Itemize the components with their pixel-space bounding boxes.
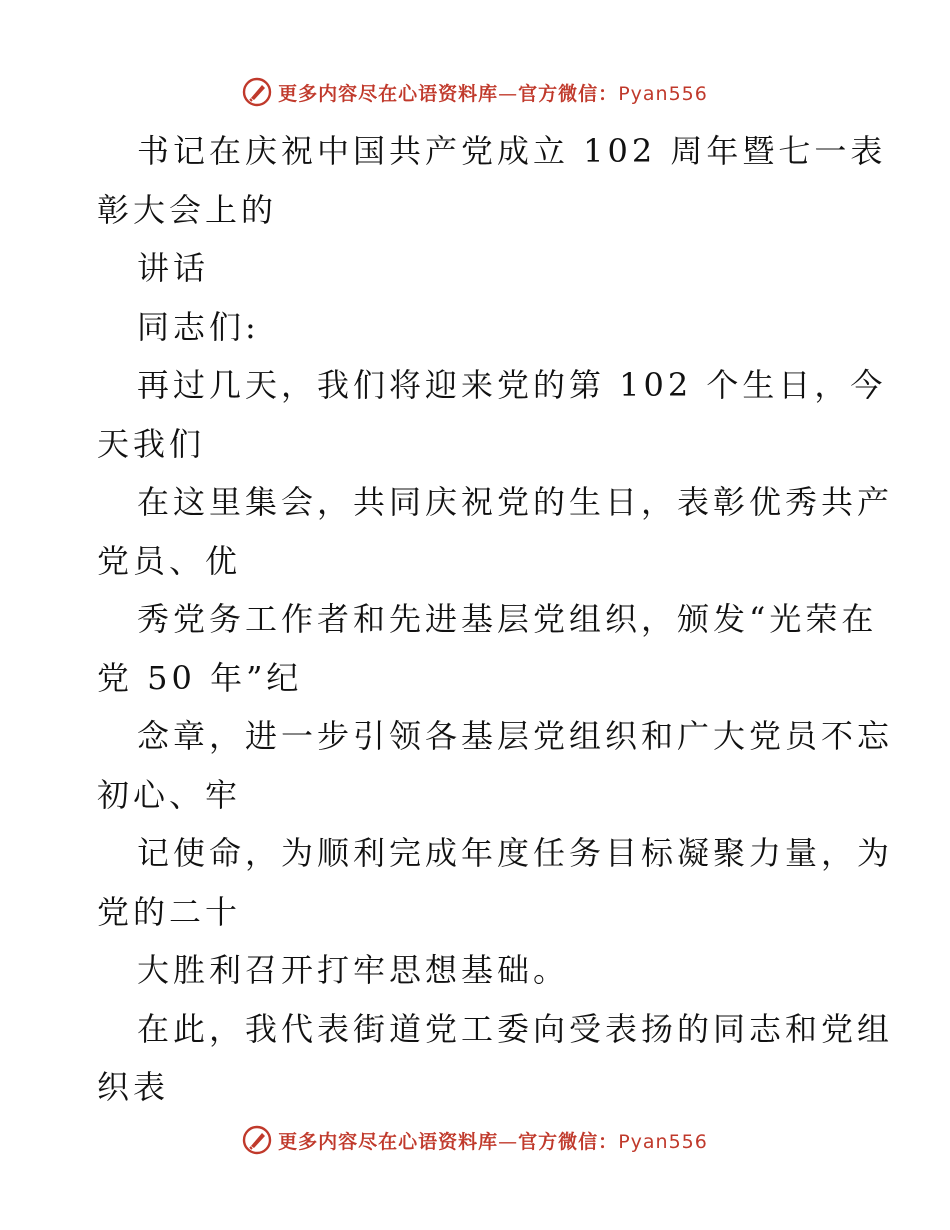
watermark-wechat-id: Pyan556 — [618, 82, 708, 105]
document-body — [97, 122, 894, 1117]
text-line: 彰大会上的 — [97, 190, 278, 229]
pen-logo-icon — [242, 77, 272, 107]
text-line: 书记在庆祝中国共产党成立 102 周年暨七一表 — [137, 132, 887, 170]
text-line: 在此，我代表街道党工委向受表扬的同志和党组 — [137, 1009, 894, 1048]
text-line: 天我们 — [97, 424, 206, 463]
text-line: 记使命，为顺利完成年度任务目标凝聚力量，为 — [137, 834, 894, 872]
watermark-separator: — — [498, 82, 519, 105]
header-watermark — [0, 72, 950, 112]
text-line: 初心、牢 — [97, 775, 242, 814]
text-line: 讲话 — [137, 249, 210, 287]
watermark-separator: — — [498, 1130, 519, 1153]
watermark-brand: 更多内容尽在心语资料库 — [278, 1130, 499, 1153]
text-line: 党的二十 — [97, 892, 242, 931]
watermark-wechat-label: 官方微信： — [518, 1130, 619, 1153]
text-line: 念章，进一步引领各基层党组织和广大党员不忘 — [137, 717, 894, 755]
watermark-wechat-label: 官方微信： — [518, 82, 619, 105]
watermark-wechat-id: Pyan556 — [618, 1130, 708, 1153]
watermark-text — [278, 1127, 708, 1154]
text-line: 再过几天，我们将迎来党的第 102 个生日，今 — [137, 366, 887, 404]
text-line: 秀党务工作者和先进基层党组织，颁发“光荣在 — [137, 600, 878, 638]
text-line: 同志们: — [137, 307, 260, 346]
text-line: 织表 — [97, 1068, 170, 1106]
watermark-text — [278, 79, 708, 106]
watermark-brand: 更多内容尽在心语资料库 — [278, 82, 499, 105]
pen-logo-icon — [242, 1125, 272, 1155]
text-line: 大胜利召开打牢思想基础。 — [137, 951, 570, 989]
footer-watermark — [0, 1120, 950, 1160]
text-line: 党员、优 — [97, 541, 242, 580]
text-line: 在这里集会，共同庆祝党的生日，表彰优秀共产 — [137, 483, 894, 521]
text-line: 党 50 年”纪 — [97, 658, 303, 697]
